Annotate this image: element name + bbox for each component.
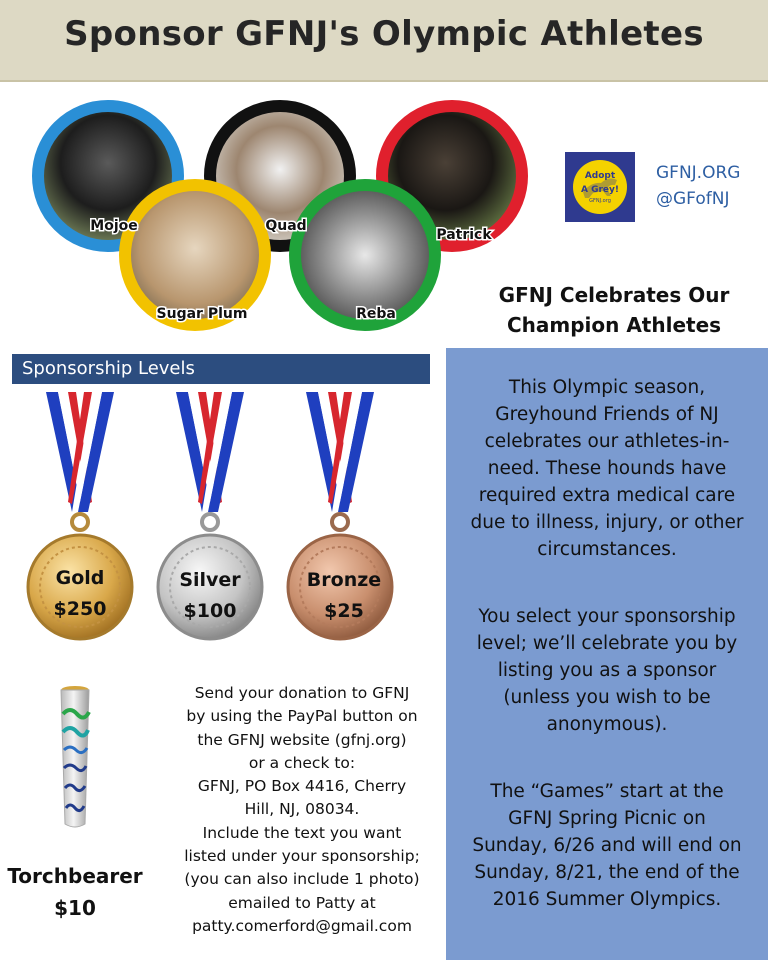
dog-label-quad: Quad — [265, 218, 307, 234]
website-link[interactable]: GFNJ.ORG — [656, 163, 741, 183]
medal-ribbons — [46, 392, 374, 512]
page-title: Sponsor GFNJ's Olympic Athletes — [64, 14, 704, 54]
info-paragraph-1: This Olympic season, Greyhound Friends of NJ celebrates our athletes-in- need. These hounds have required extra medical care due to illness, injury, or other circumstances. — [470, 377, 744, 560]
email-link[interactable]: patty.comerford@gmail.com — [192, 916, 412, 935]
silver-label: Silver — [179, 569, 241, 591]
torchbearer-level — [0, 860, 150, 924]
gold-amount: $250 — [53, 598, 107, 620]
dog-label-mojoe: Mojoe — [90, 218, 138, 234]
olympic-rings-photo — [30, 100, 530, 335]
torchbearer-label: Torchbearer — [7, 864, 143, 888]
svg-text:Adopt: Adopt — [584, 171, 616, 181]
sponsorship-levels-title: Sponsorship Levels — [22, 358, 195, 379]
dog-label-sugar-plum: Sugar Plum — [156, 306, 248, 322]
svg-text:GFNJ.org: GFNJ.org — [589, 198, 611, 204]
svg-text:A Grey!: A Grey! — [581, 185, 619, 195]
dog-label-reba: Reba — [356, 306, 396, 322]
gold-label: Gold — [55, 567, 105, 589]
torch-illustration — [40, 684, 110, 834]
dog-label-patrick: Patrick — [436, 227, 492, 243]
torchbearer-amount: $10 — [54, 896, 96, 920]
social-handle[interactable]: @GFofNJ — [656, 189, 730, 209]
celebrate-heading: GFNJ Celebrates Our Champion Athletes — [498, 283, 730, 337]
info-panel — [446, 348, 768, 960]
medals-illustration — [20, 392, 420, 642]
donation-instructions: Send your donation to GFNJ by using the PayPal button on the GFNJ website (gfnj.org) or a check to: GFNJ, PO Box 4416, Cherry Hill, NJ, 08034. Include the text you want listed under your sponsorship; (you can also include 1 photo) emailed to Patty at patty.comerford@gmail.com — [172, 682, 432, 938]
adopt-a-grey-logo — [565, 152, 635, 222]
bronze-label: Bronze — [306, 569, 382, 591]
sponsorship-levels-bar — [12, 354, 430, 384]
contact-block — [656, 160, 740, 212]
header-banner — [0, 0, 768, 82]
info-paragraph-3: The “Games” start at the GFNJ Spring Picnic on Sunday, 6/26 and will end on Sunday, 8/21, the end of the 2016 Summer Olympics. — [472, 781, 742, 910]
info-paragraph-2: You select your sponsorship level; we’ll celebrate you by listing you as a sponsor (unless you wish to be anonymous). — [476, 606, 738, 735]
silver-amount: $100 — [183, 600, 237, 622]
bronze-amount: $25 — [324, 600, 364, 622]
